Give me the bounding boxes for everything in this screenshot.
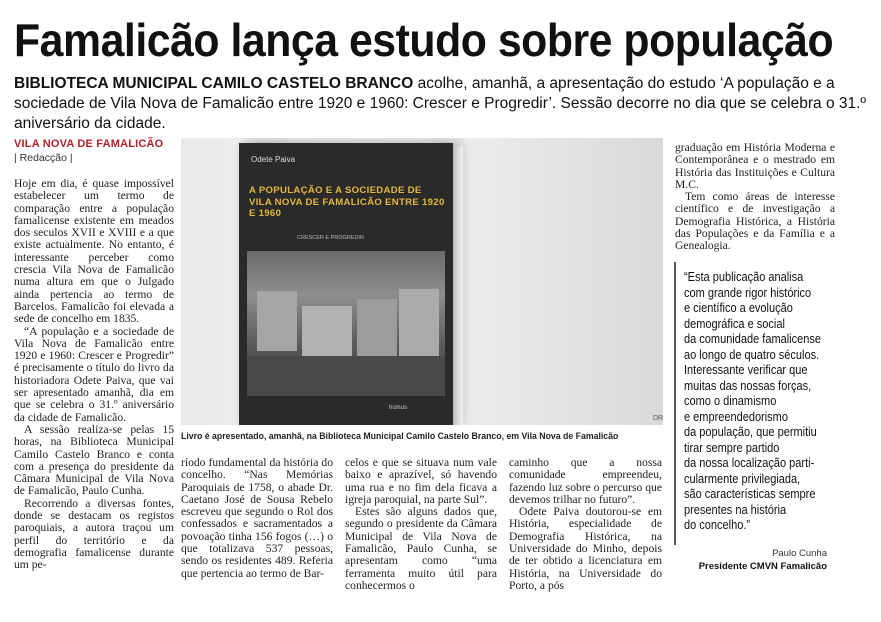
paragraph: graduação em História Moderna e Contemporânea e o mestrado em História das Instituições e Cultura M.C. — [675, 141, 835, 191]
quote-line: da população, que permitiu — [684, 425, 817, 439]
book-subtitle: CRESCER E PROGREDIR — [297, 235, 364, 241]
lead-paragraph — [14, 74, 872, 134]
photo-credit: DR — [653, 415, 664, 422]
lead-bold: BIBLIOTECA MUNICIPAL CAMILO CASTELO BRANCO — [14, 75, 414, 92]
quote-line: da nossa localização parti- — [684, 456, 815, 470]
quote-author: Paulo Cunha — [772, 548, 827, 559]
kicker: VILA NOVA DE FAMALICÃO — [14, 138, 164, 150]
column-1 — [14, 178, 174, 572]
quote-line: ao longo de quatro séculos. — [684, 347, 820, 362]
quote-line: muitas das nossas forças, — [684, 378, 812, 393]
book-photo — [181, 138, 663, 425]
quote-line: da comunidade famalicense — [684, 332, 821, 346]
book-author: Odete Paiva — [251, 155, 296, 164]
photo-caption: Livro é apresentado, amanhã, na Biblioteca Municipal Camilo Castelo Branco, em Vila Nova de Famalicão — [181, 431, 619, 441]
quote-author-role: Presidente CMVN Famalicão — [698, 561, 827, 572]
quote-line: “Esta publicação analisa — [684, 270, 804, 284]
paragraph: Odete Paiva doutorou-se em História, especialidade de Demografia Histórica, na Universidade do Minho, depois de ter obtido a licenciatura em História, na Universidade do Porto, a pós — [509, 505, 662, 592]
quote-line: demográfica e social — [684, 316, 785, 331]
column-2 — [181, 457, 333, 580]
pull-quote — [684, 270, 834, 534]
quote-line: do concelho.” — [684, 518, 751, 532]
paragraph: A sessão realiza-se pelas 15 horas, na Biblioteca Municipal Camilo Castelo Branco e conta com a presença do presidente da Câmara Municipal de Vila Nova de Famalicão, Paulo Cunha. — [14, 422, 174, 498]
book-cover — [239, 143, 453, 425]
book-cover-photo — [247, 251, 445, 396]
quote-line: são características sempre — [684, 487, 816, 501]
quote-line: como o dinamismo — [684, 394, 777, 408]
column-5 — [675, 142, 835, 253]
book-spine — [453, 146, 463, 425]
quote-line: e científico a evolução — [684, 301, 793, 315]
book-publisher: húmus — [389, 405, 408, 411]
column-3 — [345, 457, 497, 592]
paragraph: “A população e a sociedade de Vila Nova de Famalicão entre 1920 e 1960: Crescer e Progredir” é precisamente o título do livro da historiadora Odete Paiva, que vai ser apresentado amanhã, dia em que se celebra o 31.º aniversário da cidade de Famalicão. — [14, 324, 174, 424]
lead-text: acolhe, amanhã, a apresentação do estudo ‘A população e a sociedade de Vila Nova de Famalicão entre 1920 e 1960: Crescer e Progredir’. Sessão decorre no dia que se celebra o 31.º aniversário da cidade. — [14, 75, 867, 132]
book-title: A POPULAÇÃO E A SOCIEDADE DE VILA NOVA DE FAMALICÃO ENTRE 1920 E 1960 — [249, 185, 445, 219]
paragraph: Tem como áreas de interesse científico e de investigação a Demografia Histórica, a História das Populações e da Família e a Genealogia. — [675, 190, 835, 253]
quote-line: Interessante verificar que — [684, 363, 808, 377]
paragraph: celos e que se situava num vale baixo e aprazível, só havendo uma rua e no fim dela ficava a igreja paroquial, na parte Sul”. — [345, 456, 497, 506]
paragraph: ríodo fundamental da história do concelho. “Nas Memórias Paroquiais de 1758, o abade Dr. Caetano José de Sousa Rebelo escreveu que segundo o Rol dos confessados e sacramentados a povoação tinha 156 fogos (…) o que totalizava 537 pessoas, sendo os residentes 489. Referia que pertencia ao termo de Bar- — [181, 456, 333, 580]
quote-line: presentes na história — [684, 502, 787, 517]
paragraph: Estes são alguns dados que, segundo o presidente da Câmara Municipal de Vila Nova de Famalicão, Paulo Cunha, se apresentam como “uma ferramenta muito útil para conhecermos o — [345, 505, 497, 592]
quote-line: tirar sempre partido — [684, 440, 780, 455]
quote-line: cularmente privilegiada, — [684, 471, 801, 486]
paragraph: caminho que a nossa comunidade empreendeu, fazendo luz sobre o percurso que devemos trilhar no futuro”. — [509, 456, 662, 506]
paragraph: Recorrendo a diversas fontes, donde se destacam os registos paroquiais, a autora traçou um perfil do território e da demografia famalicense durante um pe- — [14, 496, 174, 572]
byline: | Redacção | — [14, 152, 73, 164]
paragraph: Hoje em dia, é quase impossível estabelecer um termo de comparação entre a população famalicense existente em meados dos seculos XVII e XVIII e a que existe actualmente. No entanto, é interessante perceber como crescia Vila Nova de Famalicão numa altura em que o Julgado ainda pertencia ao termo de Barcelos. Famalicão foi elevada a sede de concelho em 1835. — [14, 177, 174, 326]
column-4 — [509, 457, 662, 592]
quote-line: com grande rigor histórico — [684, 285, 812, 300]
quote-line: e empreendedorismo — [684, 409, 788, 424]
headline: Famalicão lança estudo sobre população — [14, 14, 834, 66]
